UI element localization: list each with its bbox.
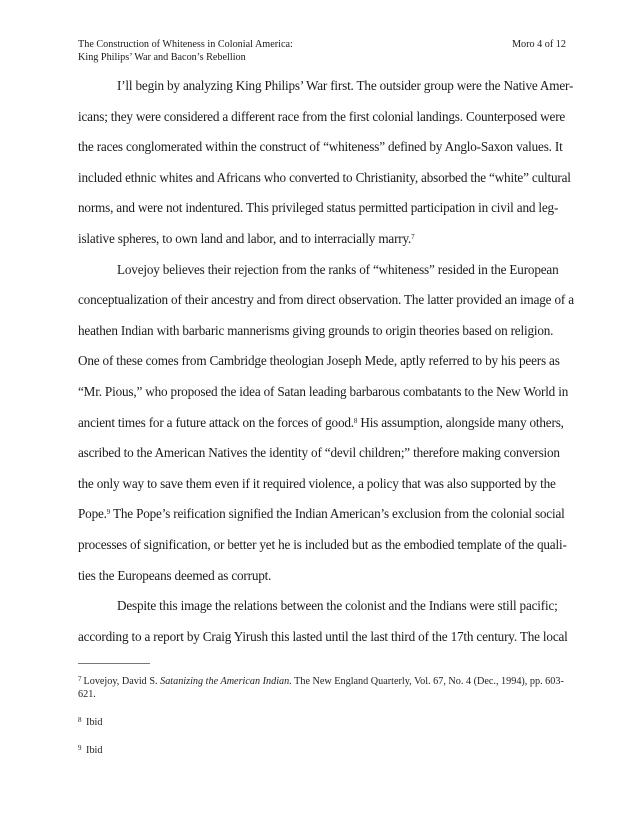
- body-line: processes of signification, or better yet he is included but as the embodied template of the quali-: [78, 536, 567, 552]
- body-line-text: ancient times for a future attack on the forces of good.: [78, 414, 354, 430]
- body-line-text: islative spheres, to own land and labor, and to interracially marry.: [78, 230, 412, 246]
- header-title-line2: King Philips’ War and Bacon’s Rebellion: [78, 52, 246, 63]
- footnote-separator: [78, 663, 150, 664]
- body-line-text: Pope.: [78, 506, 107, 522]
- body-line: Lovejoy believes their rejection from the ranks of “whiteness” resided in the European: [117, 261, 559, 277]
- body-line: Despite this image the relations between the colonist and the Indians were still pacific;: [117, 598, 558, 614]
- body-line: the only way to save them even if it required violence, a policy that was also supported by the: [78, 475, 556, 491]
- body-line: included ethnic whites and Africans who converted to Christianity, absorbed the “white” cultural: [78, 169, 571, 185]
- body-line: One of these comes from Cambridge theologian Joseph Mede, aptly referred to by his peers as: [78, 353, 560, 369]
- body-line: ascribed to the American Natives the identity of “devil children;” therefore making conversion: [78, 445, 560, 461]
- footnote-title: Satanizing the American Indian.: [160, 676, 292, 687]
- body-line: ties the Europeans deemed as corrupt.: [78, 567, 272, 583]
- footnote-text: Ibid: [86, 745, 103, 756]
- footnote-ref-9[interactable]: 9: [106, 508, 111, 517]
- footnote-9: [78, 742, 566, 757]
- body-line: heathen Indian with barbaric mannerisms giving grounds to origin theories based on religion.: [78, 322, 554, 338]
- footnote-author: Lovejoy, David S.: [83, 676, 161, 687]
- running-header: [78, 38, 293, 64]
- footnote-8: [78, 714, 566, 729]
- footnote-ref-8[interactable]: 8: [353, 416, 358, 425]
- body-line: [78, 408, 566, 439]
- body-line-text: The Pope’s reification signified the Indian American’s exclusion from the colonial social: [110, 506, 565, 522]
- body-line: [78, 499, 566, 530]
- footnote-number: 9: [78, 744, 82, 752]
- body-line: the races conglomerated within the construct of “whiteness” defined by Anglo-Saxon values. It: [78, 139, 563, 155]
- body-line-text: His assumption, alongside many others,: [357, 414, 564, 430]
- footnote-text: Ibid: [86, 717, 103, 728]
- body-line: [78, 224, 566, 255]
- body-line: “Mr. Pious,” who proposed the idea of Satan leading barbarous combatants to the New World in: [78, 383, 569, 399]
- footnotes: [78, 673, 566, 757]
- body-text: [78, 71, 574, 652]
- body-line: norms, and were not indentured. This privileged status permitted participation in civil and leg-: [78, 200, 559, 216]
- footnote-number: 7: [78, 675, 82, 683]
- footnote-7: [78, 673, 566, 701]
- footnote-number: 8: [78, 716, 82, 724]
- body-line: conceptualization of their ancestry and from direct observation. The latter provided an image of a: [78, 292, 574, 308]
- page-number: Moro 4 of 12: [511, 39, 566, 50]
- body-line: according to a report by Craig Yirush this lasted until the last third of the 17th century. The local: [78, 628, 568, 644]
- body-line: icans; they were considered a different race from the first colonial landings. Counterposed were: [78, 108, 566, 124]
- header-title-line1: The Construction of Whiteness in Colonial America:: [78, 39, 293, 50]
- footnote-ref-7[interactable]: 7: [411, 232, 415, 241]
- footnote-citation: The New England Quarterly, Vol. 67, No. 4 (Dec., 1994), pp. 603-621.: [78, 676, 564, 700]
- body-line: I’ll begin by analyzing King Philips’ War first. The outsider group were the Native Amer-: [117, 78, 574, 93]
